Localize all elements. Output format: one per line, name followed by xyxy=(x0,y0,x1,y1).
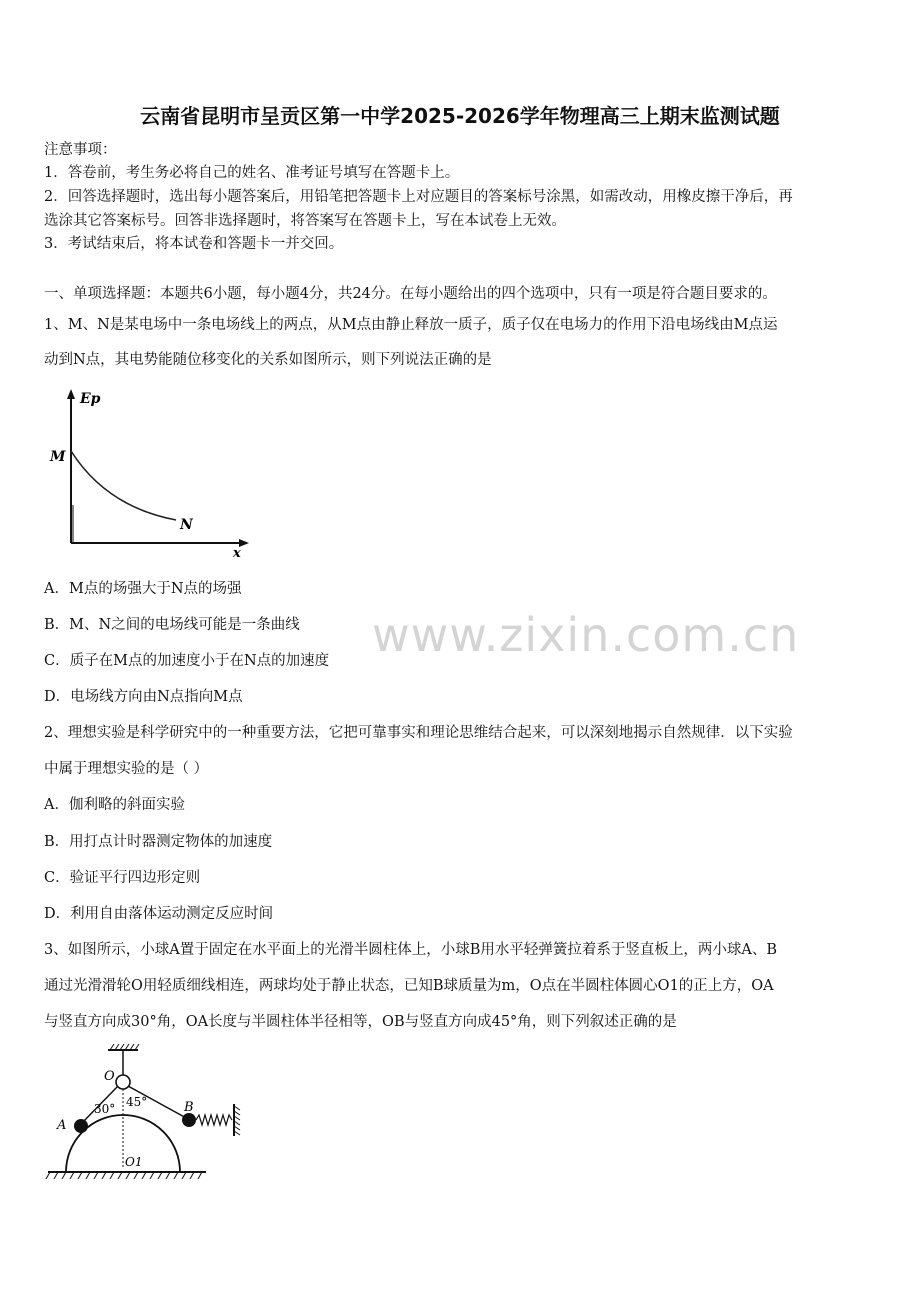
q3-label-pulley: O xyxy=(104,1069,115,1084)
section-heading: 一、单项选择题：本题共6小题，每小题4分，共24分。在每小题给出的四个选项中，只有一项是符合题目要求的。 xyxy=(44,286,777,302)
q3-label-angle-45: 45° xyxy=(126,1095,148,1109)
q1-graph-label-n: N xyxy=(180,517,193,533)
q2-option-d: D．利用自由落体运动测定反应时间 xyxy=(44,906,274,922)
notice-item-2-line-2: 选涂其它答案标号。回答非选择题时，将答案写在答题卡上，写在本试卷上无效。 xyxy=(44,213,566,229)
q1-stem-line-2: 动到N点，其电势能随位移变化的关系如图所示，则下列说法正确的是 xyxy=(44,352,492,368)
notice-item-2-line-1: 2．回答选择题时，选出每小题答案后，用铅笔把答题卡上对应题目的答案标号涂黑，如需改动，用橡皮擦干净后，再 xyxy=(44,189,793,205)
q1-option-d: D．电场线方向由N点指向M点 xyxy=(44,689,243,705)
notice-heading: 注意事项： xyxy=(44,142,117,158)
q2-option-c: C．验证平行四边形定则 xyxy=(44,870,201,886)
q3-stem-line-3: 与竖直方向成30°角，OA长度与半圆柱体半径相等，OB与竖直方向成45°角，则下列叙述正确的是 xyxy=(44,1014,677,1030)
q2-stem-line-1: 2、理想实验是科学研究中的一种重要方法，它把可靠事实和理论思维结合起来，可以深刻地揭示自然规律．以下实验 xyxy=(44,725,793,741)
q1-option-c: C．质子在M点的加速度小于在N点的加速度 xyxy=(44,653,330,669)
q1-option-a: A．M点的场强大于N点的场强 xyxy=(44,581,242,597)
q3-label-ball-a: A xyxy=(57,1118,67,1133)
notice-item-3: 3．考试结束后，将本试卷和答题卡一并交回。 xyxy=(44,236,344,252)
q1-option-b: B．M、N之间的电场线可能是一条曲线 xyxy=(44,617,300,633)
q1-graph-x-label: x xyxy=(233,546,241,561)
page-title: 云南省昆明市呈贡区第一中学2025-2026学年物理高三上期末监测试题 xyxy=(140,104,780,128)
q3-label-center: O1 xyxy=(125,1155,143,1169)
q3-label-ball-b: B xyxy=(184,1100,194,1115)
watermark: www.zixin.com.cn xyxy=(372,608,800,662)
q1-energy-graph xyxy=(44,385,254,565)
q3-stem-line-2: 通过光滑滑轮O用轻质细线相连，两球均处于静止状态，已知B球质量为m，O点在半圆柱体圆心O1的正上方，OA xyxy=(44,978,774,994)
q3-stem-line-1: 3、如图所示，小球A置于固定在水平面上的光滑半圆柱体上，小球B用水平轻弹簧拉着系于竖直板上，两小球A、B xyxy=(44,942,777,958)
q2-option-b: B．用打点计时器测定物体的加速度 xyxy=(44,834,273,850)
q2-stem-line-2: 中属于理想实验的是（ ） xyxy=(44,761,209,777)
q3-label-angle-30: 30° xyxy=(94,1102,116,1116)
q1-graph-label-m: M xyxy=(50,449,66,465)
q3-pulley-diagram xyxy=(44,1040,254,1185)
notice-item-1: 1．答卷前，考生务必将自己的姓名、准考证号填写在答题卡上。 xyxy=(44,165,460,181)
q1-stem-line-1: 1、M、N是某电场中一条电场线上的两点，从M点由静止释放一质子，质子仅在电场力的作用下沿电场线由M点运 xyxy=(44,317,778,333)
q2-option-a: A．伽利略的斜面实验 xyxy=(44,797,185,813)
q1-graph-y-label: Ep xyxy=(80,391,101,407)
